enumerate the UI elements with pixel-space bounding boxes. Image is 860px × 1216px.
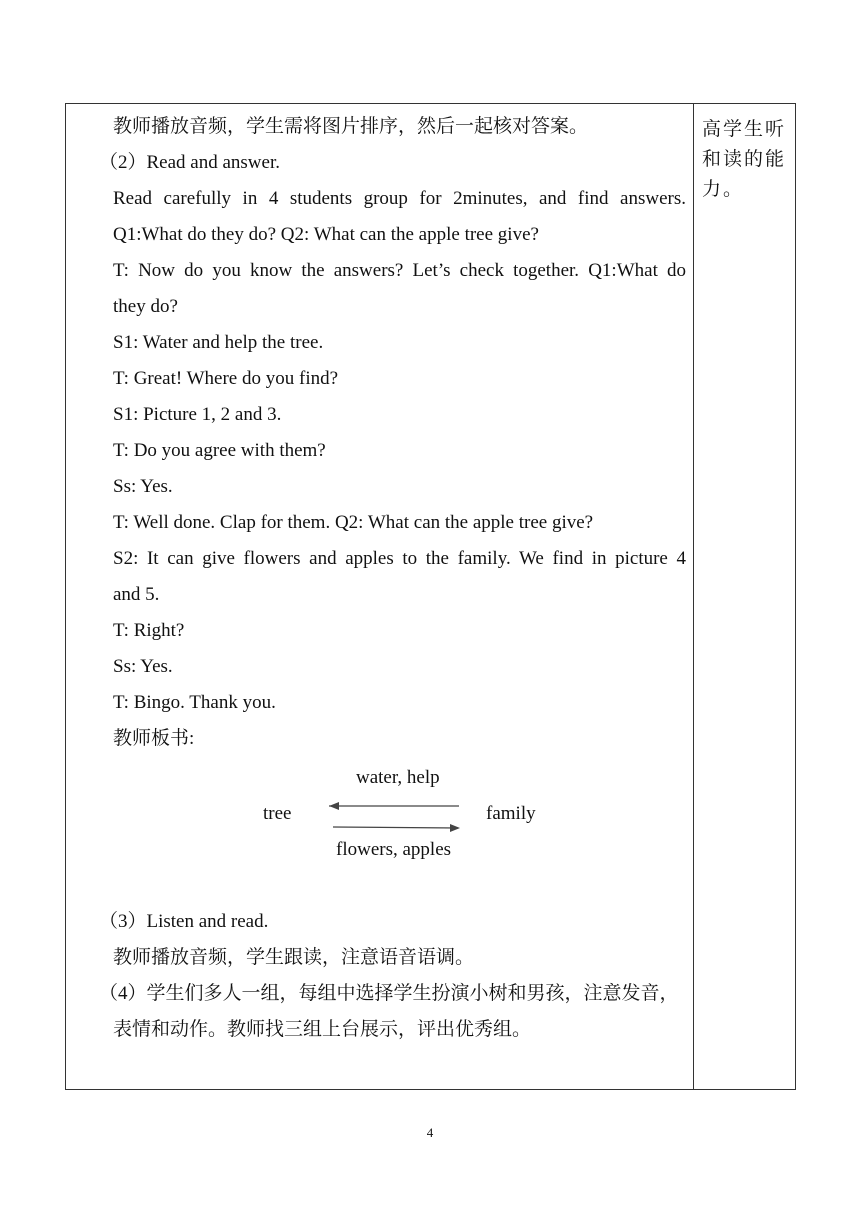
text-line: S1: Water and help the tree. [113, 332, 324, 353]
board-top-label: water, help [356, 767, 440, 788]
board-bottom-label: flowers, apples [336, 839, 452, 860]
text-line: T: Do you agree with them? [113, 440, 326, 461]
text-line: T: Well done. Clap for them. Q2: What can the apple tree give? [113, 512, 594, 533]
section-heading: （4）学生们多人一组，每组中选择学生扮演小树和男孩，注意发音， [99, 983, 679, 1004]
text-line: 教师播放音频，学生需将图片排序，然后一起核对答案。 [113, 116, 589, 137]
text-line: 教师播放音频，学生跟读，注意语音语调。 [113, 947, 475, 968]
board-left-label: tree [263, 803, 292, 824]
text-line: Ss: Yes. [113, 476, 173, 497]
text-line: S2: It can give flowers and apples to the family. We find in picture 4 [113, 548, 686, 569]
text-line: Q1:What do they do? Q2: What can the apple tree give? [113, 224, 539, 245]
page-number: 4 [426, 1125, 434, 1140]
text-line: they do? [113, 296, 178, 317]
arrow-right [333, 827, 458, 828]
text-line: 教师板书: [113, 728, 195, 749]
text-line: T: Now do you know the answers? Let’s check together. Q1:What do [113, 260, 686, 281]
text-line: and 5. [113, 584, 160, 605]
section-heading: （2）Read and answer. [99, 152, 280, 173]
arrow-right-head [450, 824, 460, 832]
arrow-left-head [329, 802, 339, 810]
column-divider [693, 104, 694, 1089]
text-line: 表情和动作。教师找三组上台展示，评出优秀组。 [113, 1019, 532, 1040]
purpose-column-text: 高学生听和读的能力。 [702, 119, 787, 200]
text-line: Read carefully in 4 students group for 2minutes, and find answers. [113, 188, 686, 209]
text-line: T: Right? [113, 620, 185, 641]
text-line: Ss: Yes. [113, 656, 173, 677]
text-line: T: Bingo. Thank you. [113, 692, 276, 713]
board-right-label: family [486, 803, 536, 824]
text-line: T: Great! Where do you find? [113, 368, 339, 389]
section-heading: （3）Listen and read. [99, 911, 269, 932]
lesson-table [65, 103, 796, 1090]
text-line: S1: Picture 1, 2 and 3. [113, 404, 282, 425]
